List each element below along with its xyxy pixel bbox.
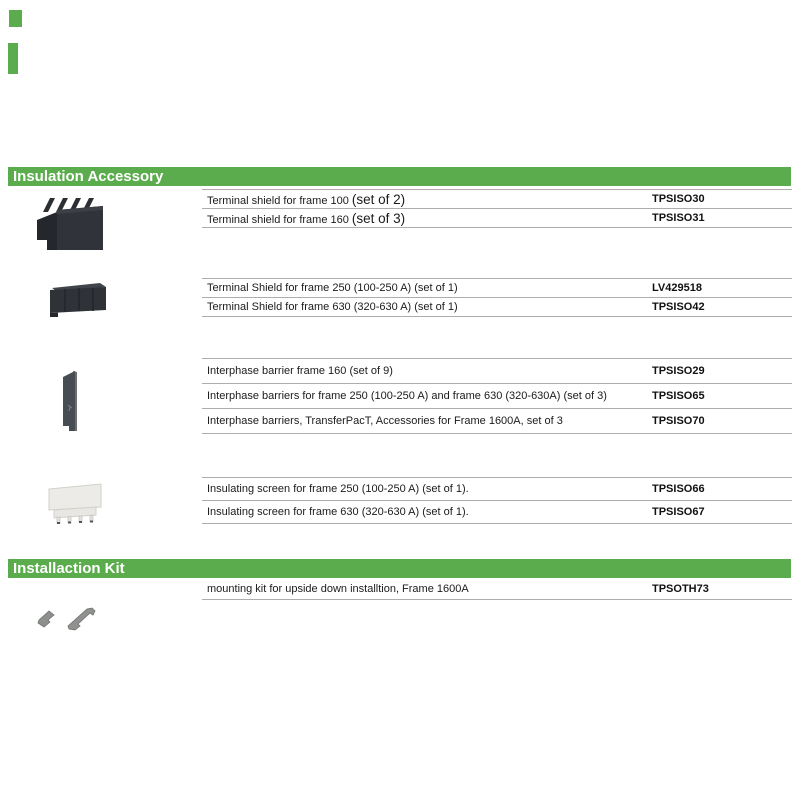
product-description bbox=[202, 211, 652, 226]
set-count-text: (set of 3) bbox=[351, 210, 406, 226]
product-description: Interphase barrier frame 160 (set of 9) bbox=[207, 365, 393, 377]
product-description: Terminal Shield for frame 250 (100-250 A) (set of 1) bbox=[207, 282, 458, 294]
product-row bbox=[202, 384, 792, 409]
product-group-mounting-kit bbox=[202, 578, 792, 600]
section-header-installation-kit: Installaction Kit bbox=[8, 559, 791, 578]
green-artifact-top bbox=[9, 10, 22, 27]
product-description: Interphase barriers for frame 250 (100-250 A) and frame 630 (320-630A) (set of 3) bbox=[207, 390, 607, 402]
product-description: Insulating screen for frame 250 (100-250 A) (set of 1). bbox=[207, 483, 469, 495]
product-reference: TPSISO29 bbox=[652, 365, 705, 377]
mounting-kit-image bbox=[35, 603, 105, 635]
product-row bbox=[202, 409, 792, 434]
product-reference: TPSOTH73 bbox=[652, 582, 709, 595]
product-reference: TPSISO67 bbox=[652, 506, 705, 518]
product-description: Interphase barriers, TransferPacT, Accessories for Frame 1600A, set of 3 bbox=[207, 415, 563, 427]
product-row bbox=[202, 501, 792, 524]
product-group-insulating-screen bbox=[202, 477, 792, 524]
set-count-text: (set of 2) bbox=[351, 191, 406, 207]
insulating-screen-image bbox=[47, 481, 103, 526]
description-text: Terminal shield for frame 100 bbox=[207, 194, 352, 207]
product-row bbox=[202, 298, 792, 317]
description-text: Terminal shield for frame 160 bbox=[207, 213, 352, 226]
product-reference: TPSISO70 bbox=[652, 415, 705, 427]
product-row bbox=[202, 190, 792, 209]
product-reference: TPSISO65 bbox=[652, 390, 705, 402]
interphase-barrier-image bbox=[59, 369, 81, 435]
product-description: Terminal Shield for frame 630 (320-630 A) (set of 1) bbox=[207, 301, 458, 313]
terminal-shield-250-image bbox=[48, 278, 108, 318]
product-row bbox=[202, 209, 792, 228]
product-description bbox=[202, 192, 652, 207]
product-row bbox=[202, 478, 792, 501]
product-reference: TPSISO31 bbox=[652, 212, 705, 224]
product-row bbox=[202, 359, 792, 384]
green-artifact-bottom bbox=[8, 43, 18, 74]
product-description: Insulating screen for frame 630 (320-630 A) (set of 1). bbox=[207, 506, 469, 518]
product-reference: TPSISO30 bbox=[652, 193, 705, 205]
product-group-interphase-barrier bbox=[202, 358, 792, 434]
section-header-insulation-accessory: Insulation Accessory bbox=[8, 167, 791, 186]
product-reference: TPSISO42 bbox=[652, 301, 705, 313]
product-row bbox=[202, 279, 792, 298]
product-reference: TPSISO66 bbox=[652, 483, 705, 495]
product-reference: LV429518 bbox=[652, 282, 702, 294]
product-group-terminal-shield-100 bbox=[202, 189, 792, 228]
terminal-shield-100-image bbox=[33, 196, 105, 250]
product-description: mounting kit for upside down installtion, Frame 1600A bbox=[207, 582, 469, 595]
product-group-terminal-shield-250 bbox=[202, 278, 792, 317]
product-row bbox=[202, 578, 792, 600]
